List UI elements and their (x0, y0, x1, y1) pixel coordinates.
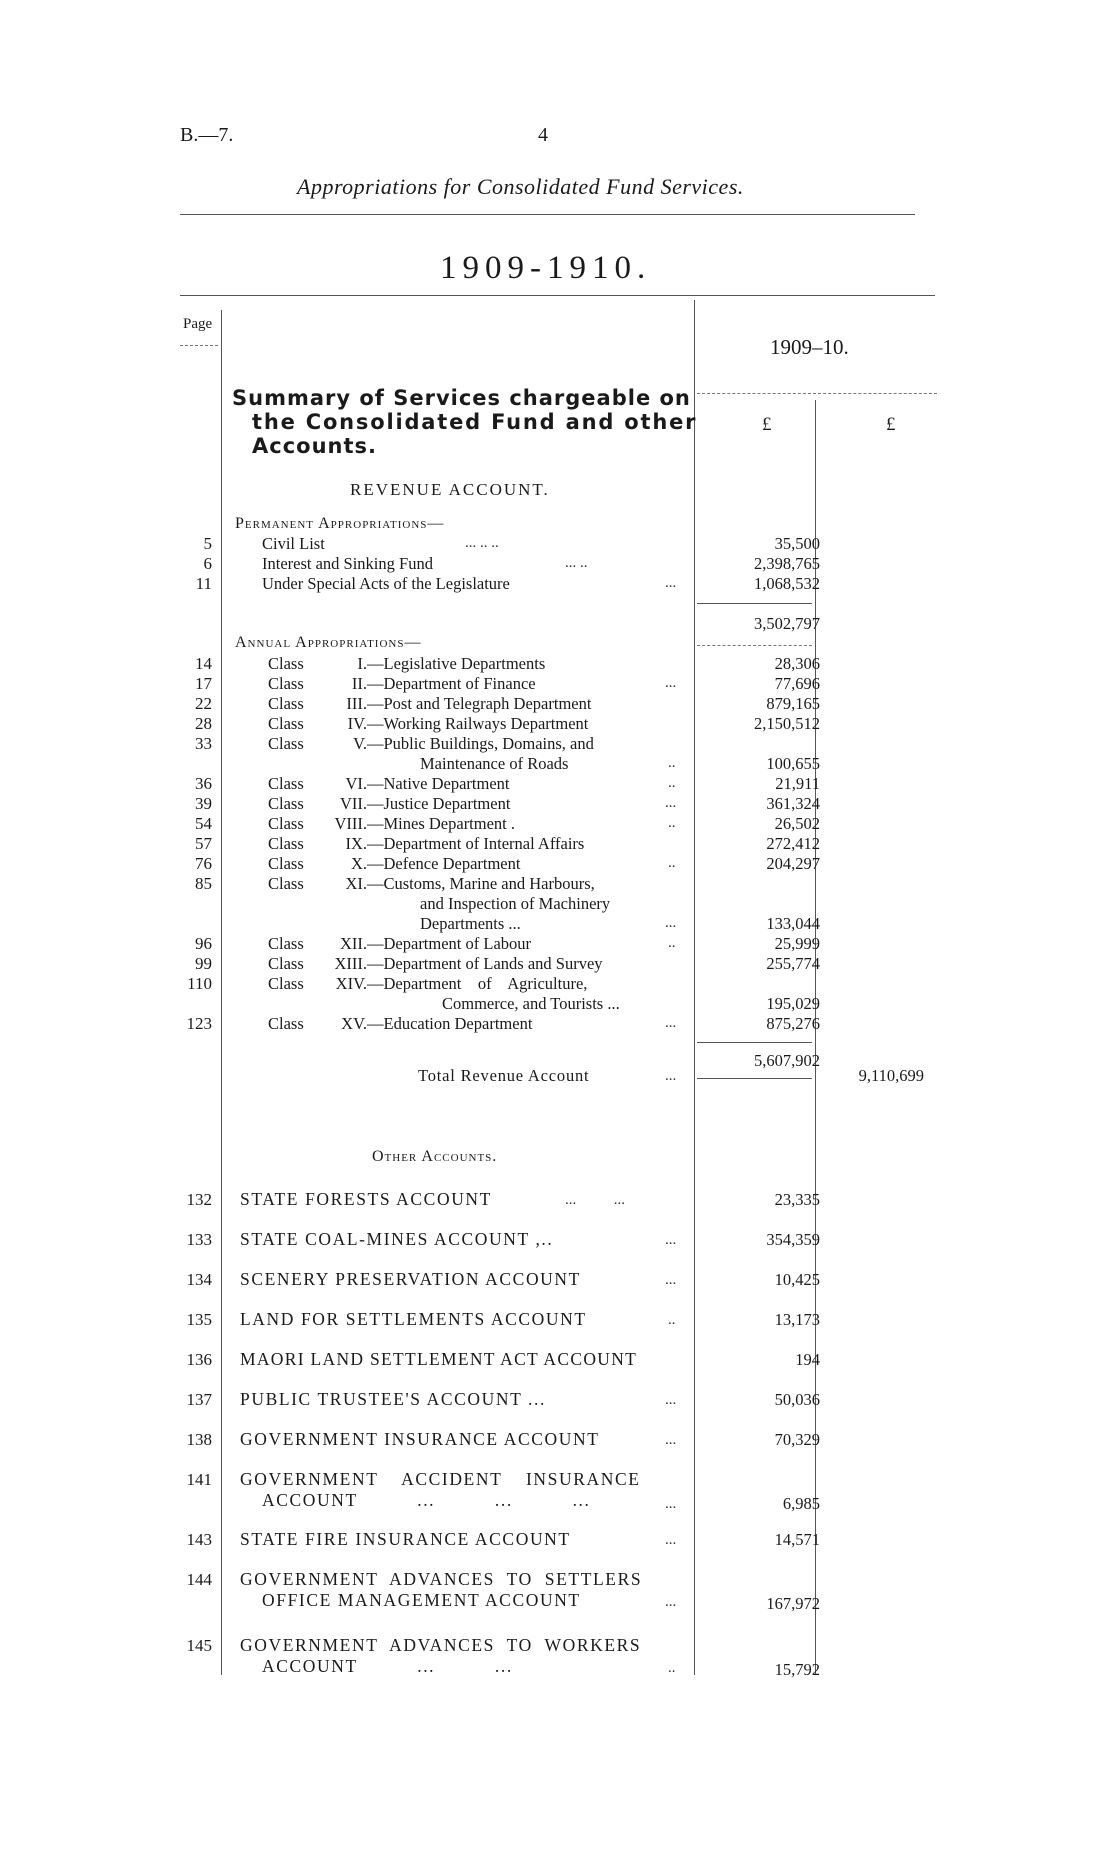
amount: 21,911 (775, 774, 820, 793)
account-name-continued: ACCOUNT ... ... (262, 1656, 513, 1676)
leader-dots: ... (665, 1392, 677, 1408)
account-name: SCENERY PRESERVATION ACCOUNT (240, 1269, 581, 1289)
page-ref: 33 (195, 734, 212, 753)
page-ref: 110 (187, 974, 212, 993)
page-ref: 135 (186, 1310, 212, 1329)
annual-appropriations-heading: Annual Appropriations— (235, 634, 422, 651)
total-revenue-label: Total Revenue Account (418, 1066, 590, 1085)
leader-dots: ... ... (565, 1192, 625, 1208)
currency-symbol-1: £ (762, 414, 772, 435)
amount: 272,412 (766, 834, 820, 853)
class-description: —Justice Department (367, 794, 511, 813)
class-description: —Department of Lands and Survey (367, 954, 603, 973)
class-label: Class (268, 934, 304, 953)
class-numeral: III. (346, 694, 367, 713)
leader-dots: .. (668, 1312, 676, 1328)
year-title: 1909-1910. (440, 250, 652, 286)
rule-top (180, 214, 915, 215)
class-description-continued: Commerce, and Tourists ... (442, 994, 620, 1013)
leader-dots: ... (665, 1272, 677, 1288)
amount: 14,571 (774, 1530, 820, 1549)
class-label: Class (268, 854, 304, 873)
account-name: GOVERNMENT INSURANCE ACCOUNT (240, 1429, 600, 1449)
leader-dots: .. (668, 755, 676, 771)
permanent-appropriations-heading: Permanent Appropriations— (235, 515, 445, 532)
account-name: STATE FORESTS ACCOUNT (240, 1189, 492, 1209)
amount: 35,500 (774, 534, 820, 553)
leader-dots: ... (665, 795, 677, 811)
amount: 255,774 (766, 954, 820, 973)
page-ref: 141 (186, 1470, 212, 1489)
amount: 2,150,512 (754, 714, 820, 733)
class-numeral: IV. (347, 714, 367, 733)
amount: 50,036 (774, 1390, 820, 1409)
page-ref: 145 (186, 1636, 212, 1655)
page-ref: 137 (186, 1390, 212, 1409)
class-label: Class (268, 694, 304, 713)
amount: 875,276 (766, 1014, 820, 1033)
class-label: Class (268, 734, 304, 753)
page-ref: 6 (203, 554, 212, 573)
row-label: Under Special Acts of the Legislature (262, 574, 510, 593)
total-revenue-amount: 9,110,699 (858, 1066, 924, 1085)
summary-title-line-3: Accounts. (252, 434, 377, 458)
rule-table-top (180, 295, 935, 296)
amount: 194 (795, 1350, 820, 1369)
page-ref: 138 (186, 1430, 212, 1449)
amount: 133,044 (766, 914, 820, 933)
class-numeral: VIII. (334, 814, 367, 833)
class-label: Class (268, 954, 304, 973)
account-name: GOVERNMENT ACCIDENT INSURANCE (240, 1469, 641, 1489)
row-label: Interest and Sinking Fund (262, 554, 433, 573)
class-description: —Post and Telegraph Department (367, 694, 592, 713)
subtotal-rule-annual (697, 1042, 812, 1043)
page-column-divider (221, 310, 222, 1675)
class-label: Class (268, 654, 304, 673)
leader-dots: ... (665, 575, 677, 591)
class-numeral: IX. (345, 834, 367, 853)
page-ref: 36 (195, 774, 212, 793)
leader-dots: ... .. .. (465, 535, 499, 551)
class-description-continued: Maintenance of Roads (420, 754, 569, 773)
amount: 77,696 (774, 674, 820, 693)
class-description: —Department of Internal Affairs (367, 834, 585, 853)
account-name: GOVERNMENT ADVANCES TO WORKERS (240, 1635, 642, 1655)
class-description: —Mines Department . (367, 814, 516, 833)
account-name-continued: ACCOUNT ... ... ... (262, 1490, 591, 1510)
account-name: STATE COAL-MINES ACCOUNT ,.. (240, 1229, 554, 1249)
class-numeral: I. (357, 654, 367, 673)
class-numeral: X. (350, 854, 367, 873)
page-ref: 5 (203, 534, 212, 553)
amount: 70,329 (774, 1430, 820, 1449)
page-ref: 14 (195, 654, 212, 673)
permanent-subtotal: 3,502,797 (754, 614, 820, 633)
class-numeral: XIV. (335, 974, 367, 993)
leader-dots: ... (665, 1532, 677, 1548)
amount: 195,029 (766, 994, 820, 1013)
amount: 28,306 (774, 654, 820, 673)
leader-dots: .. (668, 935, 676, 951)
amount: 2,398,765 (754, 554, 820, 573)
class-description: —Education Department (367, 1014, 533, 1033)
running-title: Appropriations for Consolidated Fund Services. (297, 174, 744, 199)
class-numeral: V. (353, 734, 367, 753)
class-numeral: VI. (345, 774, 367, 793)
amount: 167,972 (766, 1594, 820, 1613)
subtotal-underline-annual (697, 1078, 812, 1079)
class-description-continued: and Inspection of Machinery (420, 894, 611, 913)
page-ref: 76 (195, 854, 212, 873)
leader-dots: .. (668, 1660, 676, 1676)
class-numeral: XV. (341, 1014, 367, 1033)
amount: 26,502 (774, 814, 820, 833)
class-label: Class (268, 774, 304, 793)
class-label: Class (268, 1014, 304, 1033)
leader-dots: ... (665, 1496, 677, 1512)
leader-dots: ... (665, 1232, 677, 1248)
account-name: GOVERNMENT ADVANCES TO SETTLERS (240, 1569, 643, 1589)
page-ref: 134 (186, 1270, 212, 1289)
leader-dots: .. (668, 775, 676, 791)
page-ref: 85 (195, 874, 212, 893)
page-ref: 123 (186, 1014, 212, 1033)
account-name: STATE FIRE INSURANCE ACCOUNT (240, 1529, 571, 1549)
amount: 23,335 (774, 1190, 820, 1209)
leader-dots: .. (668, 815, 676, 831)
leader-dots: ... .. (565, 555, 588, 571)
class-numeral: II. (351, 674, 367, 693)
account-name: LAND FOR SETTLEMENTS ACCOUNT (240, 1309, 587, 1329)
amount: 100,655 (766, 754, 820, 773)
class-description: —Department of Agriculture, (367, 974, 588, 993)
class-label: Class (268, 874, 304, 893)
page-ref: 17 (195, 674, 212, 693)
account-name: MAORI LAND SETTLEMENT ACT ACCOUNT (240, 1349, 638, 1369)
page-ref: 11 (195, 574, 212, 593)
page-ref: 136 (186, 1350, 212, 1369)
summary-title-line-1: Summary of Services chargeable on (232, 386, 691, 410)
currency-symbol-2: £ (886, 414, 896, 435)
page-ref: 132 (186, 1190, 212, 1209)
leader-dots: ... (665, 675, 677, 691)
leader-dots: ... (665, 915, 677, 931)
leader-dots: ... (665, 1594, 677, 1610)
annual-subtotal: 5,607,902 (754, 1051, 820, 1070)
class-description: —Native Department (367, 774, 510, 793)
page-ref: 39 (195, 794, 212, 813)
page-ref: 99 (195, 954, 212, 973)
class-label: Class (268, 834, 304, 853)
class-label: Class (268, 674, 304, 693)
page-ref: 22 (195, 694, 212, 713)
class-description: —Public Buildings, Domains, and (367, 734, 594, 753)
leader-dots: .. (668, 855, 676, 871)
leader-dots: ... (665, 1015, 677, 1031)
page-ref: 57 (195, 834, 212, 853)
amount: 13,173 (774, 1310, 820, 1329)
document-reference: B.—7. (180, 124, 234, 146)
page-column-header: Page (183, 316, 213, 332)
subtotal-rule-permanent (697, 603, 812, 604)
class-description: —Working Railways Department (367, 714, 589, 733)
page-ref: 144 (186, 1570, 212, 1589)
amount: 6,985 (782, 1494, 820, 1513)
amount: 204,297 (766, 854, 820, 873)
class-description: —Customs, Marine and Harbours, (367, 874, 595, 893)
page-ref: 96 (195, 934, 212, 953)
page-ref: 143 (186, 1530, 212, 1549)
amount: 354,359 (766, 1230, 820, 1249)
amount: 361,324 (766, 794, 820, 813)
class-numeral: XIII. (334, 954, 367, 973)
class-description: —Defence Department (367, 854, 521, 873)
class-label: Class (268, 814, 304, 833)
year-underline (697, 393, 937, 394)
class-numeral: XI. (345, 874, 367, 893)
amount: 15,792 (774, 1660, 820, 1679)
class-numeral: XII. (339, 934, 367, 953)
leader-dots: ... (665, 1068, 677, 1084)
account-name: PUBLIC TRUSTEE'S ACCOUNT ... (240, 1389, 546, 1409)
class-numeral: VII. (339, 794, 367, 813)
amount: 10,425 (774, 1270, 820, 1289)
class-label: Class (268, 794, 304, 813)
class-label: Class (268, 714, 304, 733)
page-head-underline (180, 345, 218, 346)
leader-dots: ... (665, 1432, 677, 1448)
page-ref: 28 (195, 714, 212, 733)
other-accounts-heading: Other Accounts. (372, 1148, 498, 1165)
subtotal-underline-permanent (697, 645, 812, 646)
class-description: —Department of Labour (367, 934, 532, 953)
class-label: Class (268, 974, 304, 993)
page-number: 4 (538, 124, 548, 146)
year-column-header: 1909–10. (770, 335, 849, 359)
amount-column-divider (694, 300, 695, 1675)
class-description: —Department of Finance (367, 674, 536, 693)
amount: 879,165 (766, 694, 820, 713)
account-name-continued: OFFICE MANAGEMENT ACCOUNT (262, 1590, 581, 1610)
amount: 1,068,532 (754, 574, 820, 593)
class-description-continued: Departments ... (420, 914, 521, 933)
row-label: Civil List (262, 534, 325, 553)
amount: 25,999 (774, 934, 820, 953)
revenue-account-heading: REVENUE ACCOUNT. (350, 480, 550, 499)
summary-title-line-2: the Consolidated Fund and other (252, 410, 698, 434)
page-ref: 133 (186, 1230, 212, 1249)
class-description: —Legislative Departments (367, 654, 546, 673)
page-ref: 54 (195, 814, 212, 833)
